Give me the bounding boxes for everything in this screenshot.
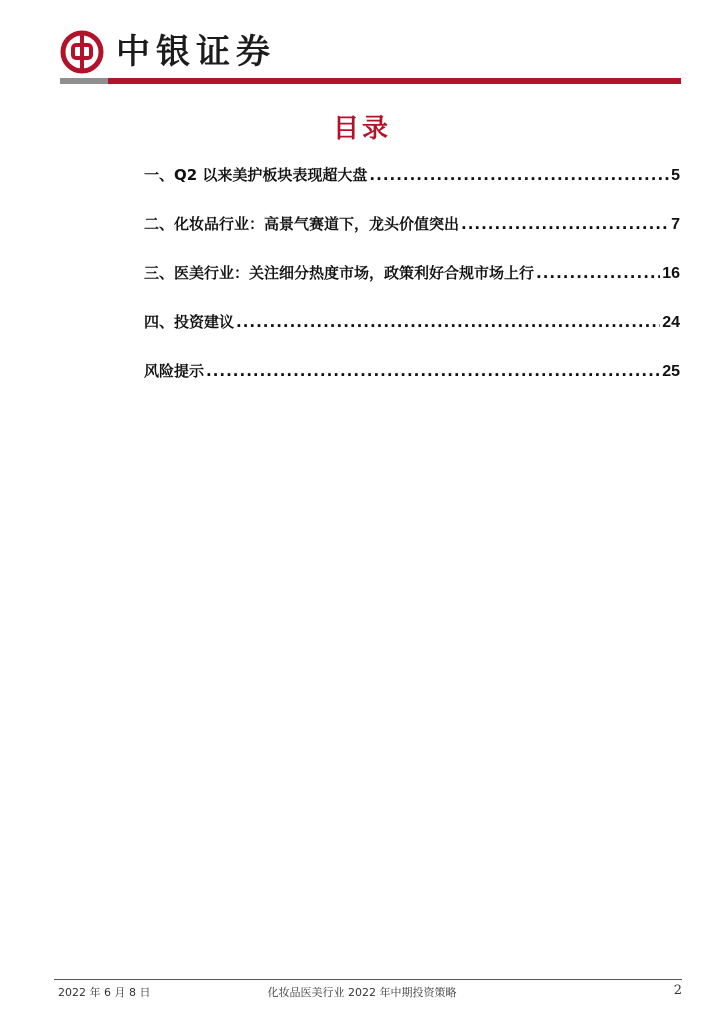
toc-title: 目录 xyxy=(332,114,391,144)
toc-entry[interactable] xyxy=(144,164,680,188)
toc-entry[interactable] xyxy=(144,213,680,237)
footer-report-title: 化妆品医美行业 2022 年中期投资策略 xyxy=(267,986,457,999)
toc-leader-dots xyxy=(206,362,660,380)
toc-leader-dots xyxy=(369,166,669,184)
toc-entry-page: 24 xyxy=(662,314,680,331)
toc-entry-text: 四、投资建议 xyxy=(144,313,235,331)
toc-entry-text: 二、化妆品行业：高景气赛道下，龙头价值突出 xyxy=(144,215,460,233)
toc-entry-page: 5 xyxy=(671,167,680,184)
toc-leader-dots xyxy=(536,264,660,282)
table-of-contents xyxy=(144,164,680,409)
page-header xyxy=(60,26,680,86)
toc-leader-dots xyxy=(236,313,660,331)
header-rule-grey xyxy=(60,78,108,84)
toc-entry-text: 风险提示 xyxy=(144,362,205,380)
brand-name: 中银证券 xyxy=(116,32,276,72)
toc-entry[interactable] xyxy=(144,311,680,335)
toc-leader-dots xyxy=(461,215,669,233)
header-rule-red xyxy=(108,78,681,84)
footer-page-number: 2 xyxy=(673,983,682,998)
toc-entry-page: 7 xyxy=(671,216,680,233)
bank-of-china-logo-icon xyxy=(60,30,104,74)
toc-entry[interactable] xyxy=(144,262,680,286)
toc-entry-text: 三、医美行业：关注细分热度市场，政策利好合规市场上行 xyxy=(144,264,535,282)
toc-entry-text: 一、Q2 以来美护板块表现超大盘 xyxy=(144,166,368,184)
toc-entry-page: 25 xyxy=(662,363,680,380)
footer-rule xyxy=(54,979,682,980)
toc-entry-page: 16 xyxy=(662,265,680,282)
toc-entry[interactable] xyxy=(144,360,680,384)
footer-date: 2022 年 6 月 8 日 xyxy=(58,986,151,999)
